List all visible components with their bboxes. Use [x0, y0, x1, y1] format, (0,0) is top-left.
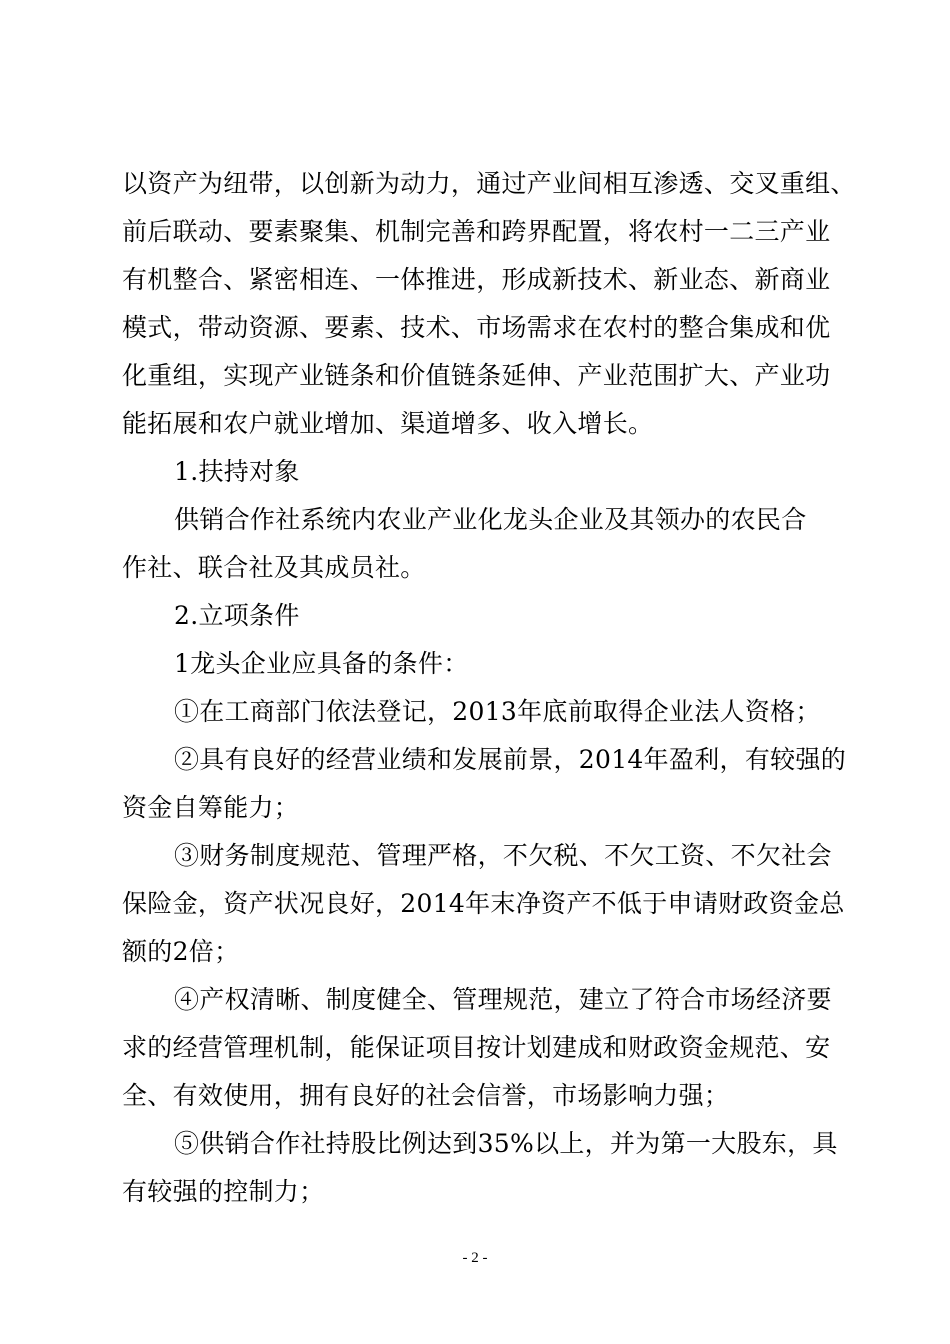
- list-item-continuation: 求的经营管理机制，能保证项目按计划建成和财政资金规范、安: [122, 1033, 831, 1062]
- section-heading: 1.扶持对象: [174, 457, 300, 486]
- paragraph-line: 能拓展和农户就业增加、渠道增多、收入增长。: [122, 409, 654, 438]
- list-item: ③财务制度规范、管理严格，不欠税、不欠工资、不欠社会: [174, 841, 832, 870]
- list-item: ②具有良好的经营业绩和发展前景，2014年盈利，有较强的: [174, 745, 847, 774]
- list-item-continuation: 全、有效使用，拥有良好的社会信誉，市场影响力强；: [122, 1081, 730, 1110]
- paragraph-line: 以资产为纽带，以创新为动力，通过产业间相互渗透、交叉重组、: [122, 169, 856, 198]
- paragraph-line: 有机整合、紧密相连、一体推进，形成新技术、新业态、新商业: [122, 265, 831, 294]
- list-item-continuation: 额的2倍；: [122, 937, 240, 966]
- paragraph-line: 化重组，实现产业链条和价值链条延伸、产业范围扩大、产业功: [122, 361, 831, 390]
- page-number: - 2 -: [462, 1250, 488, 1266]
- document-body: [122, 160, 856, 1216]
- subsection-heading: 1龙头企业应具备的条件：: [174, 649, 469, 678]
- list-item: ⑤供销合作社持股比例达到35%以上，并为第一大股东，具: [174, 1129, 838, 1158]
- paragraph-line: 前后联动、要素聚集、机制完善和跨界配置，将农村一二三产业: [122, 217, 831, 246]
- paragraph-line: 模式，带动资源、要素、技术、市场需求在农村的整合集成和优: [122, 313, 831, 342]
- paragraph-line: 作社、联合社及其成员社。: [122, 553, 426, 582]
- list-item: ①在工商部门依法登记，2013年底前取得企业法人资格；: [174, 697, 821, 726]
- list-item-continuation: 资金自筹能力；: [122, 793, 300, 822]
- list-item-continuation: 有较强的控制力；: [122, 1177, 325, 1206]
- list-item-continuation: 保险金，资产状况良好，2014年末净资产不低于申请财政资金总: [122, 889, 845, 918]
- list-item: ④产权清晰、制度健全、管理规范，建立了符合市场经济要: [174, 985, 832, 1014]
- section-heading: 2.立项条件: [174, 601, 300, 630]
- paragraph-line: 供销合作社系统内农业产业化龙头企业及其领办的农民合: [174, 505, 807, 534]
